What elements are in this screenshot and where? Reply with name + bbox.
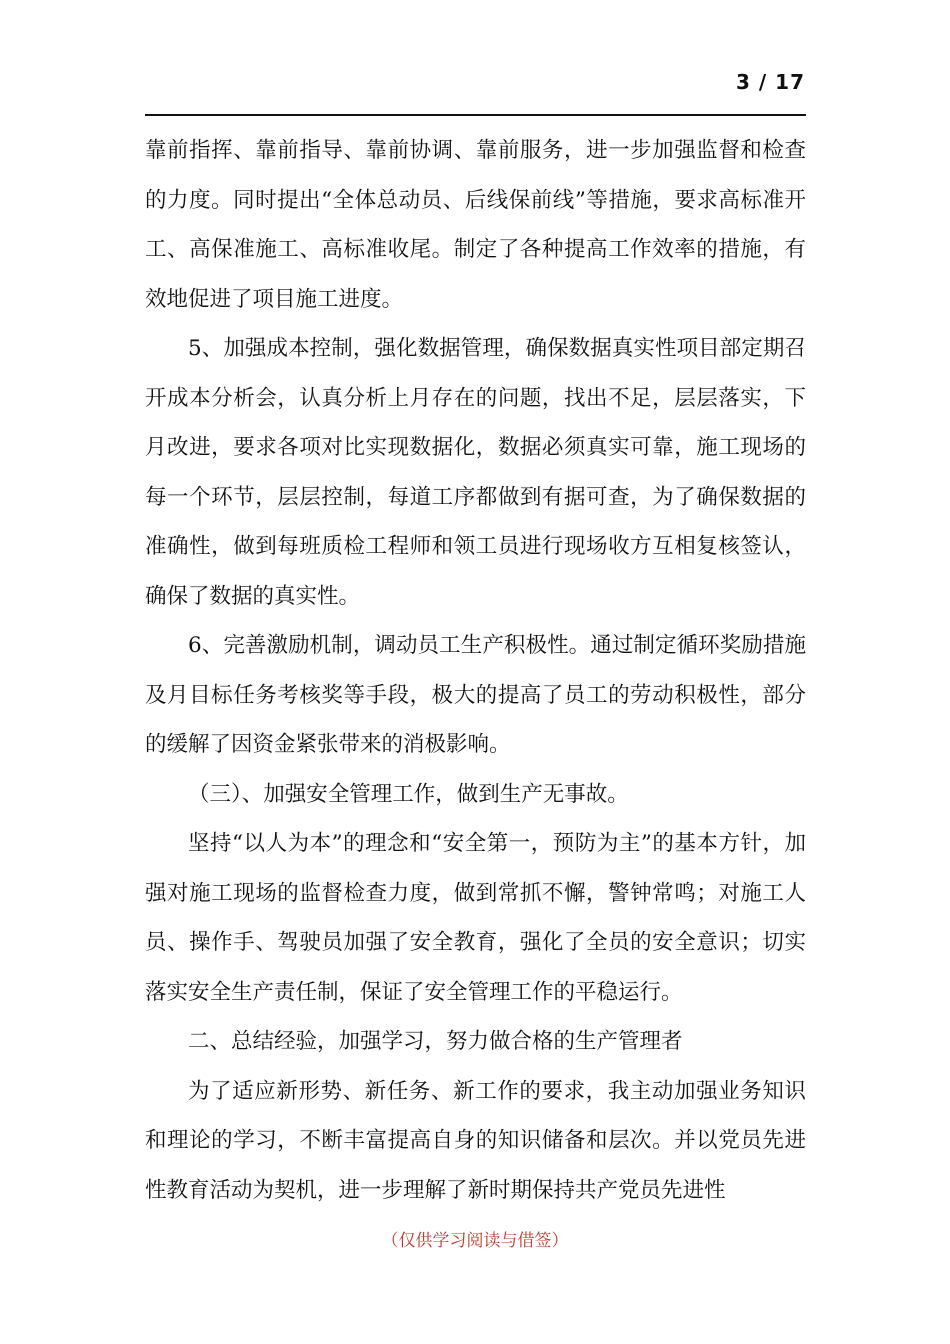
- header-divider: [145, 114, 806, 116]
- paragraph-cost-control: 5、加强成本控制，强化数据管理，确保数据真实性项目部定期召开成本分析会，认真分析上月存在的问题，找出不足，层层落实，下月改进，要求各项对比实现数据化，数据必须真实可靠，施工现场的每一个环节，层层控制，每道工序都做到有据可查，为了确保数据的准确性，做到每班质检工程师和领工员进行现场收方互相复核签认，确保了数据的真实性。: [145, 336, 806, 609]
- paragraph-incentive: 6、完善激励机制，调动员工生产积极性。通过制定循环奖励措施及月目标任务考核奖等手段，极大的提高了员工的劳动积极性，部分的缓解了因资金紧张带来的消极影响。: [145, 633, 806, 757]
- footer-note: （仅供学习阅读与借签）: [381, 1231, 569, 1251]
- document-body: [145, 126, 806, 1215]
- page-number: 3 / 17: [736, 70, 805, 94]
- paragraph-safety: 坚持“以人为本”的理念和“安全第一，预防为主”的基本方针，加强对施工现场的监督检查力度，做到常抓不懈，警钟常鸣；对施工人员、操作手、驾驶员加强了安全教育，强化了全员的安全意识；切实落实安全生产责任制，保证了安全管理工作的平稳运行。: [145, 831, 806, 1005]
- paragraph-continuation: 靠前指挥、靠前指导、靠前协调、靠前服务，进一步加强监督和检查的力度。同时提出“全体总动员、后线保前线”等措施，要求高标准开工、高保准施工、高标准收尾。制定了各种提高工作效率的措施，有效地促进了项目施工进度。: [145, 138, 806, 312]
- section-heading-safety: （三）、加强安全管理工作，做到生产无事故。: [188, 781, 629, 807]
- paragraph-study: 为了适应新形势、新任务、新工作的要求，我主动加强业务知识和理论的学习，不断丰富提高自身的知识储备和层次。并以党员先进性教育活动为契机，进一步理解了新时期保持共产党员先进性: [145, 1078, 806, 1203]
- section-heading-experience: 二、总结经验，加强学习，努力做合格的生产管理者: [188, 1029, 683, 1054]
